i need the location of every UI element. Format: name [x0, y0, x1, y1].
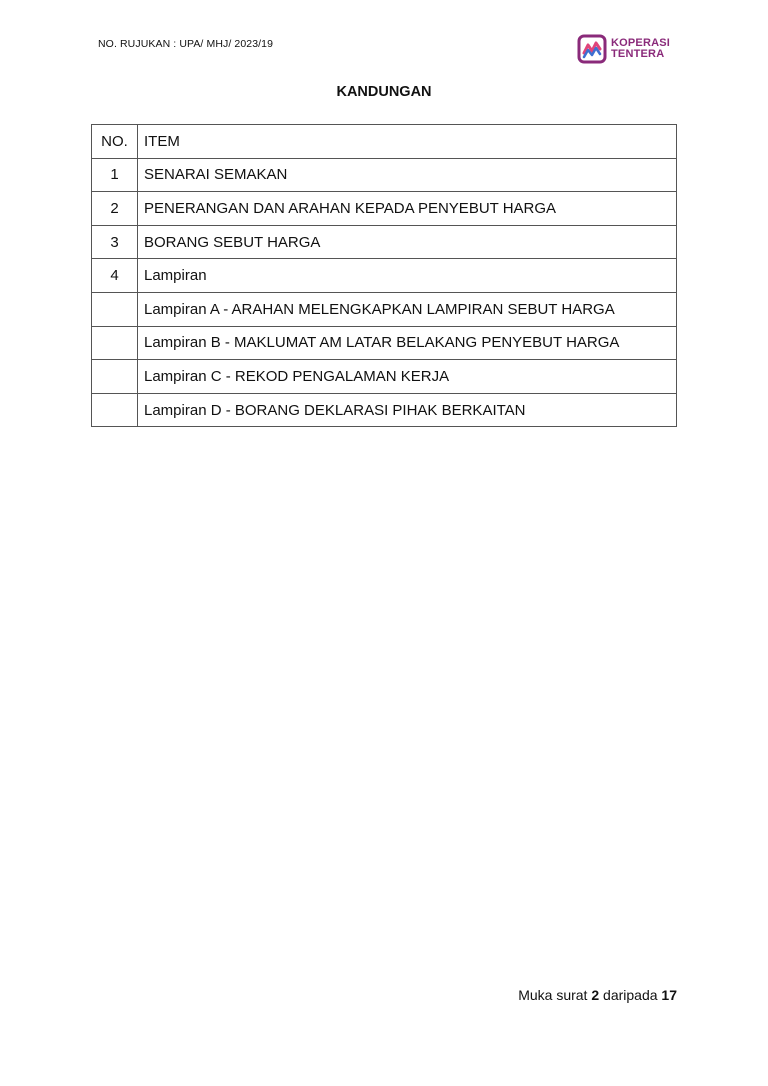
- logo-text-line2: TENTERA: [611, 48, 665, 60]
- column-header-item: ITEM: [138, 125, 677, 159]
- footer-total-pages: 17: [661, 987, 677, 1003]
- table-row: [92, 259, 677, 293]
- column-header-no: NO.: [92, 125, 138, 159]
- row-item: Lampiran D - BORANG DEKLARASI PIHAK BERKAITAN: [138, 393, 677, 427]
- row-item: Lampiran A - ARAHAN MELENGKAPKAN LAMPIRAN SEBUT HARGA: [138, 292, 677, 326]
- row-number: [92, 326, 138, 360]
- page-footer: [518, 987, 677, 1003]
- row-number: 2: [92, 192, 138, 226]
- table-row: [92, 393, 677, 427]
- row-item: Lampiran C - REKOD PENGALAMAN KERJA: [138, 360, 677, 394]
- row-item: Lampiran B - MAKLUMAT AM LATAR BELAKANG PENYEBUT HARGA: [138, 326, 677, 360]
- row-number: [92, 360, 138, 394]
- koperasi-tentera-logo: [577, 33, 677, 65]
- table-row: [92, 225, 677, 259]
- row-number: 4: [92, 259, 138, 293]
- footer-page-number: 2: [591, 987, 600, 1003]
- logo-mark-icon: [577, 34, 607, 64]
- footer-middle: daripada: [603, 987, 658, 1003]
- row-number: 3: [92, 225, 138, 259]
- table-row: [92, 292, 677, 326]
- reference-number: NO. RUJUKAN : UPA/ MHJ/ 2023/19: [98, 38, 274, 50]
- table-row: [92, 360, 677, 394]
- logo-text-line1: KOPERASI: [611, 37, 671, 49]
- page-title: KANDUNGAN: [336, 84, 432, 100]
- table-row: [92, 326, 677, 360]
- footer-prefix: Muka surat: [518, 987, 588, 1003]
- row-number: 1: [92, 158, 138, 192]
- row-number: [92, 393, 138, 427]
- contents-table: [91, 124, 677, 427]
- row-number: [92, 292, 138, 326]
- row-item: PENERANGAN DAN ARAHAN KEPADA PENYEBUT HARGA: [138, 192, 677, 226]
- table-row: [92, 192, 677, 226]
- table-row: [92, 158, 677, 192]
- row-item: Lampiran: [138, 259, 677, 293]
- row-item: SENARAI SEMAKAN: [138, 158, 677, 192]
- row-item: BORANG SEBUT HARGA: [138, 225, 677, 259]
- table-header-row: [92, 125, 677, 159]
